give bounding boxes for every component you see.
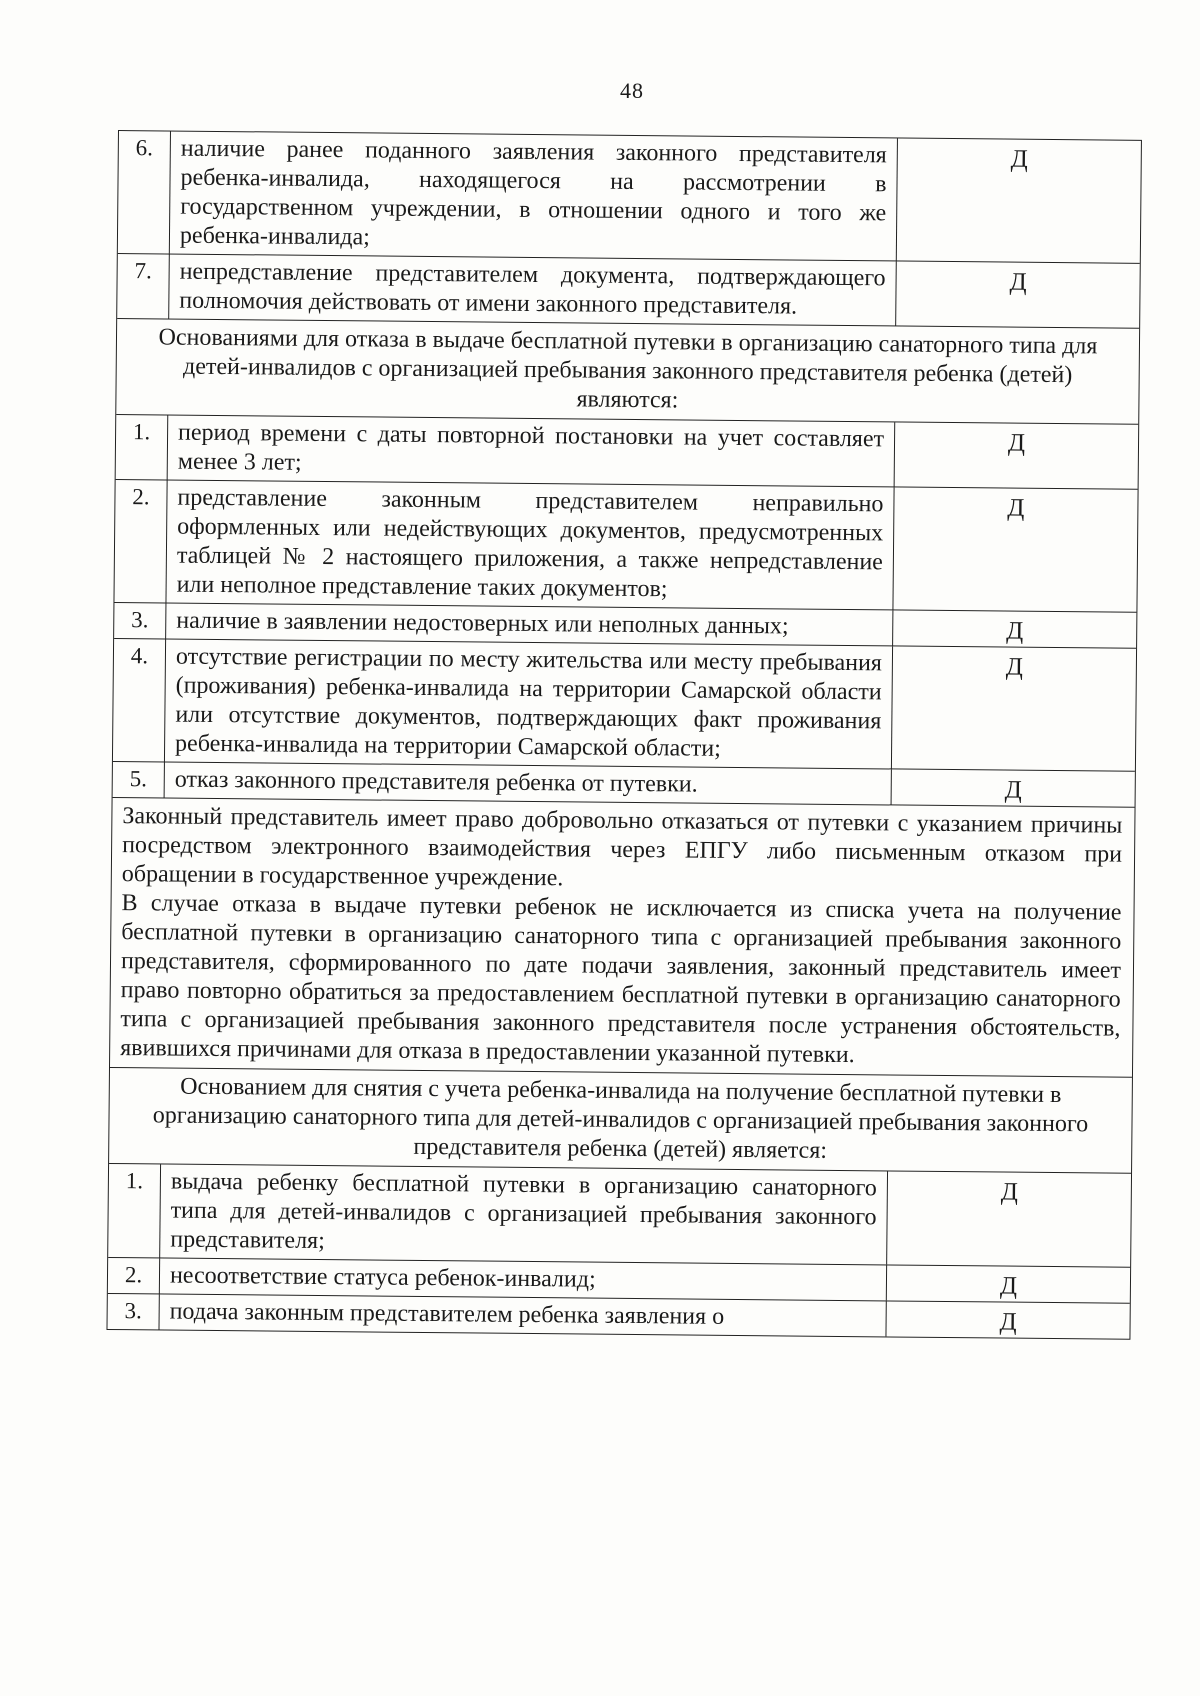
row-code: Д — [1005, 653, 1024, 681]
row-text: наличие в заявлении недостоверных или неполных данных; — [166, 603, 893, 645]
row-number: 3. — [107, 1294, 159, 1329]
row-number: 4. — [113, 639, 166, 761]
row-text: подача законным представителем ребенка заявления о — [159, 1294, 886, 1336]
paragraph-line: В случае отказа в выдаче путевки ребенок не исключается из списка учета на получение бесплатной путевки в организацию санаторного типа с организацией пребывания законного представителя, сформированного по дате подачи заявления, законный представитель имеет право повторно обратиться за предоставлением бесплатной путевки в организацию санаторного типа с организацией пребывания законного представителя после устранения обстоятельств, явившихся причинами для отказа в предоставлении указанной путевки. — [120, 890, 1122, 1069]
row-text: отказ законного представителя ребенка от путевки. — [165, 762, 892, 804]
row-number: 6. — [118, 131, 171, 253]
row-number: 5. — [113, 762, 165, 797]
row-number: 1. — [116, 415, 169, 479]
section-heading: Основаниями для отказа в выдаче бесплатной путевки в организацию санаторного типа для детей-инвалидов с организацией пребывания законного представителя ребенка (детей) являются: — [116, 318, 1139, 424]
row-code: Д — [1010, 145, 1028, 173]
table-row — [117, 253, 1140, 328]
table-row — [116, 414, 1139, 489]
conditions-table — [106, 130, 1141, 1340]
row-number: 1. — [108, 1164, 161, 1257]
row-code: Д — [999, 1308, 1017, 1336]
row-code: Д — [999, 1272, 1018, 1300]
row-number: 2. — [108, 1258, 160, 1293]
table-row — [113, 638, 1136, 771]
page-number: 48 — [620, 78, 644, 103]
table-row — [114, 479, 1137, 612]
row-text: представление законным представителем неправильно оформленных или недействующих документов, предусмотренных таблицей № 2 настоящего приложения, а также непредставление или неполное представление таких документов; — [166, 480, 894, 609]
table-row — [108, 1163, 1131, 1267]
explanatory-paragraph — [110, 797, 1135, 1077]
row-number: 2. — [114, 480, 167, 602]
row-text: отсутствие регистрации по месту жительства или месту пребывания (проживания) ребенка-инвалида на территории Самарской области или отсутствие документов, подтверждающих факт проживания ребенка-инвалида на территории Самарской области; — [165, 639, 893, 768]
row-text: выдача ребенку бесплатной путевки в организацию санаторного типа для детей-инвалидов с организацией пребывания законного представителя; — [160, 1164, 888, 1264]
row-text: несоответствие статуса ребенок-инвалид; — [160, 1258, 887, 1300]
row-code: Д — [1007, 494, 1025, 522]
section-heading: Основанием для снятия с учета ребенка-инвалида на получение бесплатной путевки в организацию санаторного типа для детей-инвалидов с организацией пребывания законного представителя ребенка (детей) является: — [109, 1067, 1132, 1173]
paragraph-line: Законный представитель имеет право добровольно отказаться от путевки с указанием причины посредством электронного взаимодействия через ЕПГУ либо письменным отказом при обращении в государственное учреждение. — [121, 803, 1123, 892]
row-number: 3. — [114, 603, 166, 638]
row-text: период времени с даты повторной постановки на учет составляет менее 3 лет; — [168, 415, 896, 486]
row-code: Д — [1007, 429, 1026, 457]
row-code: Д — [1009, 268, 1027, 296]
row-text: непредставление представителем документа, подтверждающего полномочия действовать от имени законного представителя. — [169, 255, 897, 326]
row-code: Д — [1004, 776, 1022, 804]
table-row — [118, 131, 1141, 263]
row-text: наличие ранее поданного заявления законного представителя ребенка-инвалида, находящегося на рассмотрении в государственном учреждении, в отношении одного и того же ребенка-инвалида; — [170, 132, 898, 261]
row-code: Д — [1006, 617, 1024, 645]
row-code: Д — [1000, 1178, 1019, 1206]
row-number: 7. — [117, 254, 170, 318]
